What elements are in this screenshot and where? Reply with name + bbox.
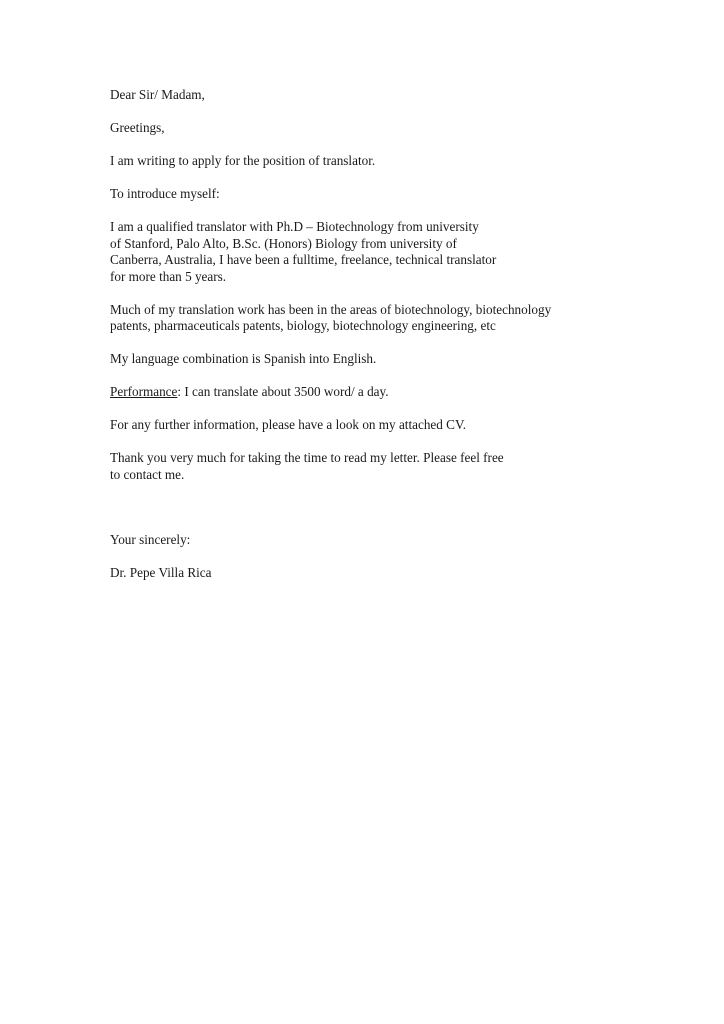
thanks-line: to contact me. <box>110 466 185 482</box>
purpose-sentence: I am writing to apply for the position of translator. <box>110 152 376 168</box>
work-areas-paragraph <box>110 302 710 335</box>
qualifications-line: of Stanford, Palo Alto, B.Sc. (Honors) Biology from university of <box>110 235 457 251</box>
closing: Your sincerely: <box>110 532 191 548</box>
performance-text: : I can translate about 3500 word/ a day. <box>177 384 389 400</box>
language-combination: My language combination is Spanish into English. <box>110 351 377 367</box>
intro-heading: To introduce myself: <box>110 185 220 201</box>
thanks-line: Thank you very much for taking the time to read my letter. Please feel free <box>110 450 504 466</box>
salutation: Dear Sir/ Madam, <box>110 87 205 102</box>
further-info: For any further information, please have a look on my attached CV. <box>110 417 467 433</box>
greeting: Greetings, <box>110 119 165 135</box>
qualifications-line: I am a qualified translator with Ph.D – Biotechnology from university <box>110 218 479 234</box>
signature-name: Dr. Pepe Villa Rica <box>110 565 212 581</box>
work-areas-line: patents, pharmaceuticals patents, biology, biotechnology engineering, etc <box>110 318 496 334</box>
performance-label: Performance <box>110 384 178 400</box>
work-areas-line: Much of my translation work has been in the areas of biotechnology, biotechnology <box>110 301 552 317</box>
qualifications-paragraph <box>110 219 710 285</box>
performance-sentence <box>110 384 710 401</box>
qualifications-line: Canberra, Australia, I have been a fulltime, freelance, technical translator <box>110 252 497 268</box>
qualifications-line: for more than 5 years. <box>110 268 227 284</box>
thanks-paragraph <box>110 450 710 483</box>
letter-body <box>110 87 710 582</box>
